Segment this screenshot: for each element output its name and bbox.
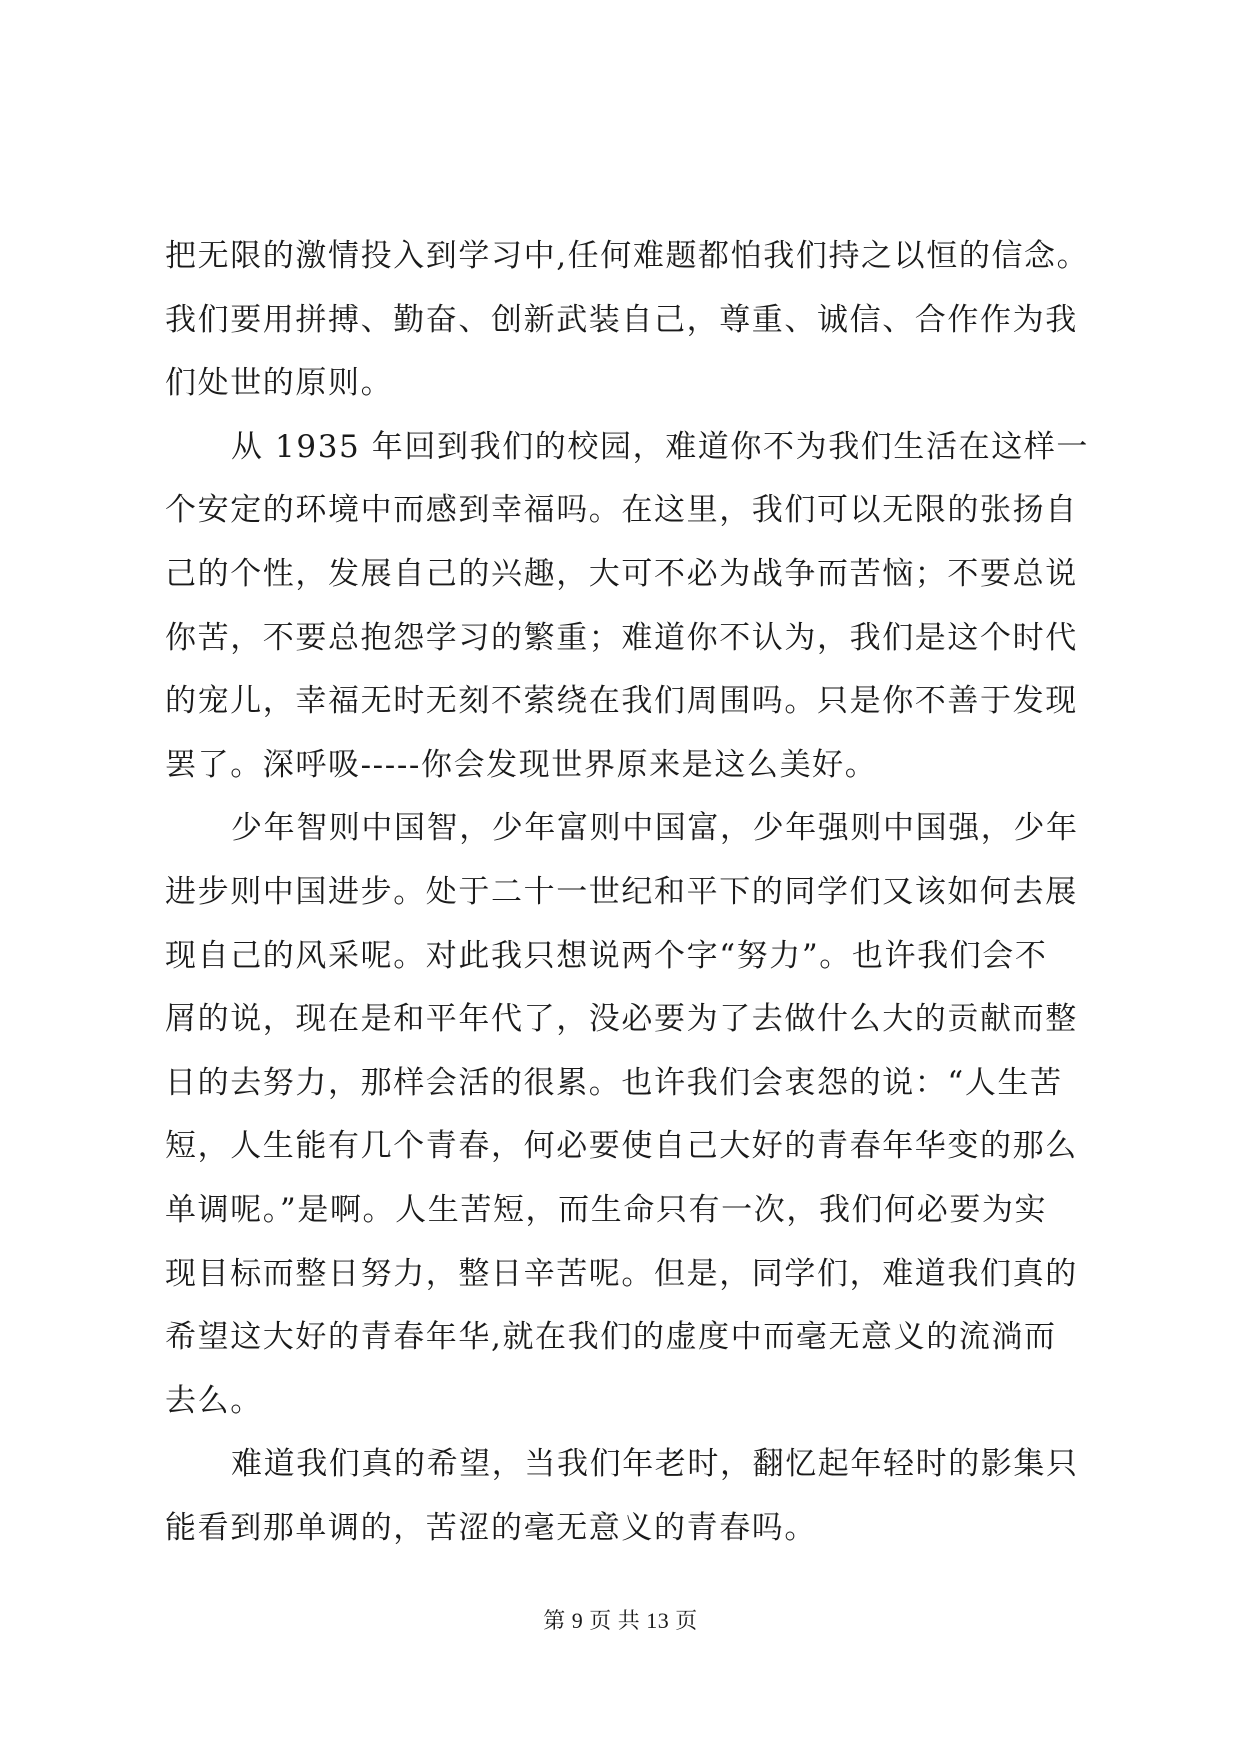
page-number-label: 第 9 页 共 13 页 (543, 1608, 698, 1633)
text-line: 你苦，不要总抱怨学习的繁重；难道你不认为，我们是这个时代 (165, 619, 1078, 656)
text-line: 个安定的环境中而感到幸福吗。在这里，我们可以无限的张扬自 (165, 492, 1078, 529)
text-line: 进步则中国进步。处于二十一世纪和平下的同学们又该如何去展 (165, 873, 1078, 910)
text-line: 去么。 (165, 1382, 263, 1419)
text-line: 希望这大好的青春年华,就在我们的虚度中而毫无意义的流淌而 (165, 1319, 1057, 1356)
text-line: 把无限的激情投入到学习中,任何难题都怕我们持之以恒的信念。 (165, 238, 1090, 274)
paragraph-start-line: 从 1935 年回到我们的校园，难道你不为我们生活在这样一 (231, 428, 1089, 465)
text-line: 的宠儿，幸福无时无刻不萦绕在我们周围吗。只是你不善于发现 (165, 683, 1078, 720)
text-line: 单调呢。”是啊。人生苦短，而生命只有一次，我们何必要为实 (165, 1191, 1048, 1228)
page-footer (0, 1604, 1241, 1635)
text-line: 己的个性，发展自己的兴趣，大可不必为战争而苦恼；不要总说 (165, 555, 1078, 592)
text-line: 现目标而整日努力，整日辛苦呢。但是，同学们，难道我们真的 (165, 1255, 1078, 1292)
text-line: 现自己的风采呢。对此我只想说两个字“努力”。也许我们会不 (165, 937, 1048, 974)
text-line: 能看到那单调的，苦涩的毫无意义的青春吗。 (165, 1509, 817, 1546)
text-line: 日的去努力，那样会活的很累。也许我们会衷怨的说：“人生苦 (165, 1064, 1063, 1101)
text-line: 罢了。深呼吸-----你会发现世界原来是这么美好。 (165, 746, 878, 783)
text-line: 短，人生能有几个青春，何必要使自己大好的青春年华变的那么 (165, 1128, 1078, 1165)
text-line: 我们要用拼搏、勤奋、创新武装自己，尊重、诚信、合作作为我 (165, 301, 1078, 338)
paragraph-start-line: 难道我们真的希望，当我们年老时，翻忆起年轻时的影集只 (231, 1446, 1079, 1483)
text-line: 们处世的原则。 (165, 365, 394, 402)
text-line: 屑的说，现在是和平年代了，没必要为了去做什么大的贡献而整 (165, 1001, 1078, 1038)
document-body (165, 225, 1105, 1560)
paragraph-start-line: 少年智则中国智，少年富则中国富，少年强则中国强，少年 (231, 810, 1079, 847)
